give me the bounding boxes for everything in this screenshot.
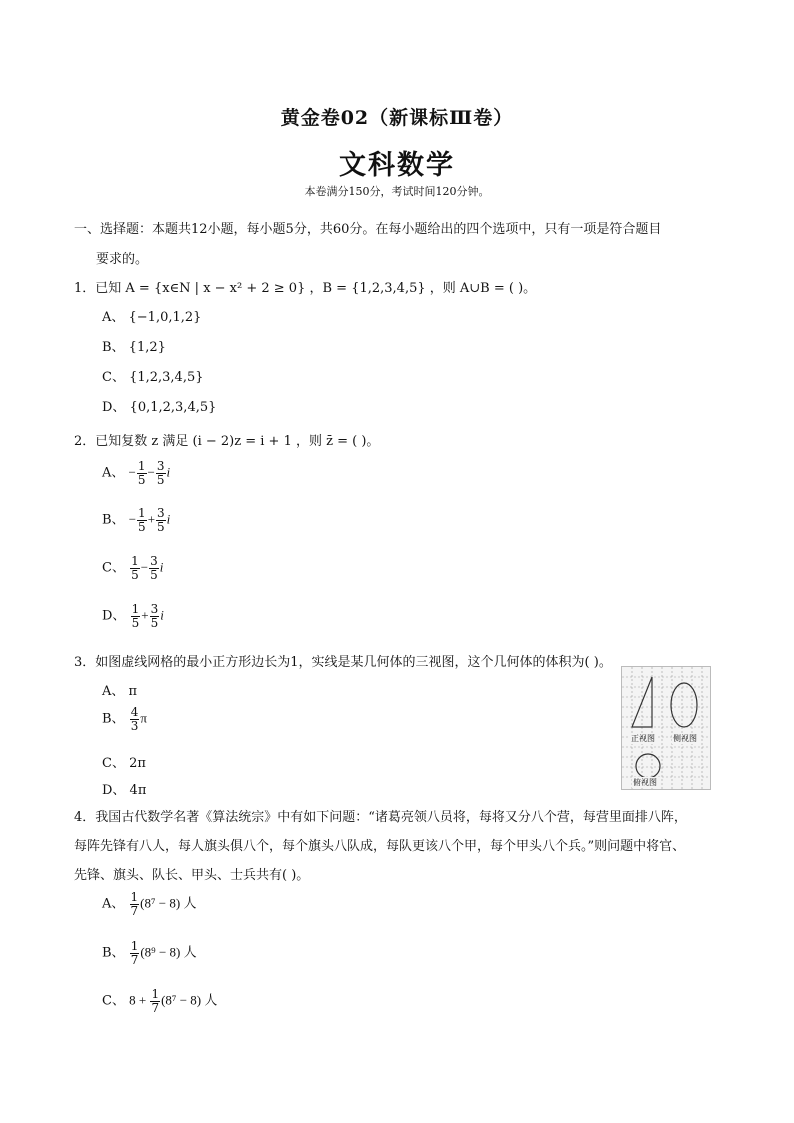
- q1-stem: 1．已知 A = {x∈N | x − x² + 2 ≥ 0} ，B = {1,2,3,4,5} ，则 A∪B = ( )。: [74, 281, 537, 296]
- q4-option-c: C、 8 + $\frac{1}{7}$ (8⁷ − 8) 人: [102, 987, 218, 1015]
- q4-stem-line3: 先锋、旗头、队长、甲头、士兵共有( )。: [74, 868, 310, 883]
- q2-option-c: C、 $\frac{1}{5}$ − $\frac{3}{5}$ i: [102, 554, 164, 582]
- q2-stem: 2．已知复数 z 满足 (i − 2)z = i + 1 ，则 z̄ = ( )。: [74, 434, 380, 449]
- q3-option-d: D、 4π: [102, 783, 147, 798]
- section-intro-line2: 要求的。: [96, 252, 149, 267]
- q2-option-b: B、 − $\frac{1}{5}$ + $\frac{3}{5}$ i: [102, 506, 171, 534]
- q1-option-b: B、 {1,2}: [102, 340, 166, 355]
- three-view-drawing: [622, 667, 710, 789]
- q4-stem-line2: 每阵先锋有八人，每人旗头俱八个，每个旗头八队成，每队更该八个甲，每个甲头八个兵。”则问题中将官、: [74, 839, 686, 854]
- top-view-label: 俯视图: [633, 778, 657, 787]
- q4-stem-line1: 4．我国古代数学名著《算法统宗》中有如下问题：“诸葛亮领八员将，每将又分八个营，每营里面排八阵，: [74, 810, 687, 825]
- subject-title: 文科数学: [339, 150, 455, 181]
- q3-option-b: B、 $\frac{4}{3}$ π: [102, 705, 147, 733]
- q2-option-d: D、 $\frac{1}{5}$ + $\frac{3}{5}$ i: [102, 602, 164, 630]
- section-intro-line1: 一、选择题：本题共12小题，每小题5分，共60分。在每小题给出的四个选项中，只有一项是符合题目: [74, 222, 662, 237]
- three-view-figure: [621, 666, 711, 790]
- q3-option-c: C、 2π: [102, 756, 146, 771]
- exam-note: 本卷满分150分，考试时间120分钟。: [304, 185, 490, 198]
- q4-option-a: A、 $\frac{1}{7}$ (8⁷ − 8) 人: [102, 890, 197, 918]
- dashed-grid: [622, 667, 710, 789]
- top-view-circle: [636, 754, 660, 778]
- exam-title: 黄金卷02（新课标Ⅲ卷）: [280, 107, 514, 129]
- q3-option-a: A、 π: [102, 684, 138, 699]
- q1-option-c: C、 {1,2,3,4,5}: [102, 370, 204, 385]
- q4-option-b: B、 $\frac{1}{7}$ (8⁹ − 8) 人: [102, 939, 197, 967]
- q1-option-a: A、 {−1,0,1,2}: [102, 310, 202, 325]
- q1-option-d: D、 {0,1,2,3,4,5}: [102, 400, 217, 415]
- side-view-label: 侧视图: [673, 734, 697, 743]
- q2-option-a: A、 − $\frac{1}{5}$ − $\frac{3}{5}$ i: [102, 459, 171, 487]
- q3-stem: 3．如图虚线网格的最小正方形边长为1，实线是某几何体的三视图，这个几何体的体积为( )。: [74, 655, 612, 670]
- front-view-label: 正视图: [631, 734, 655, 743]
- side-view-ellipse: [671, 683, 697, 727]
